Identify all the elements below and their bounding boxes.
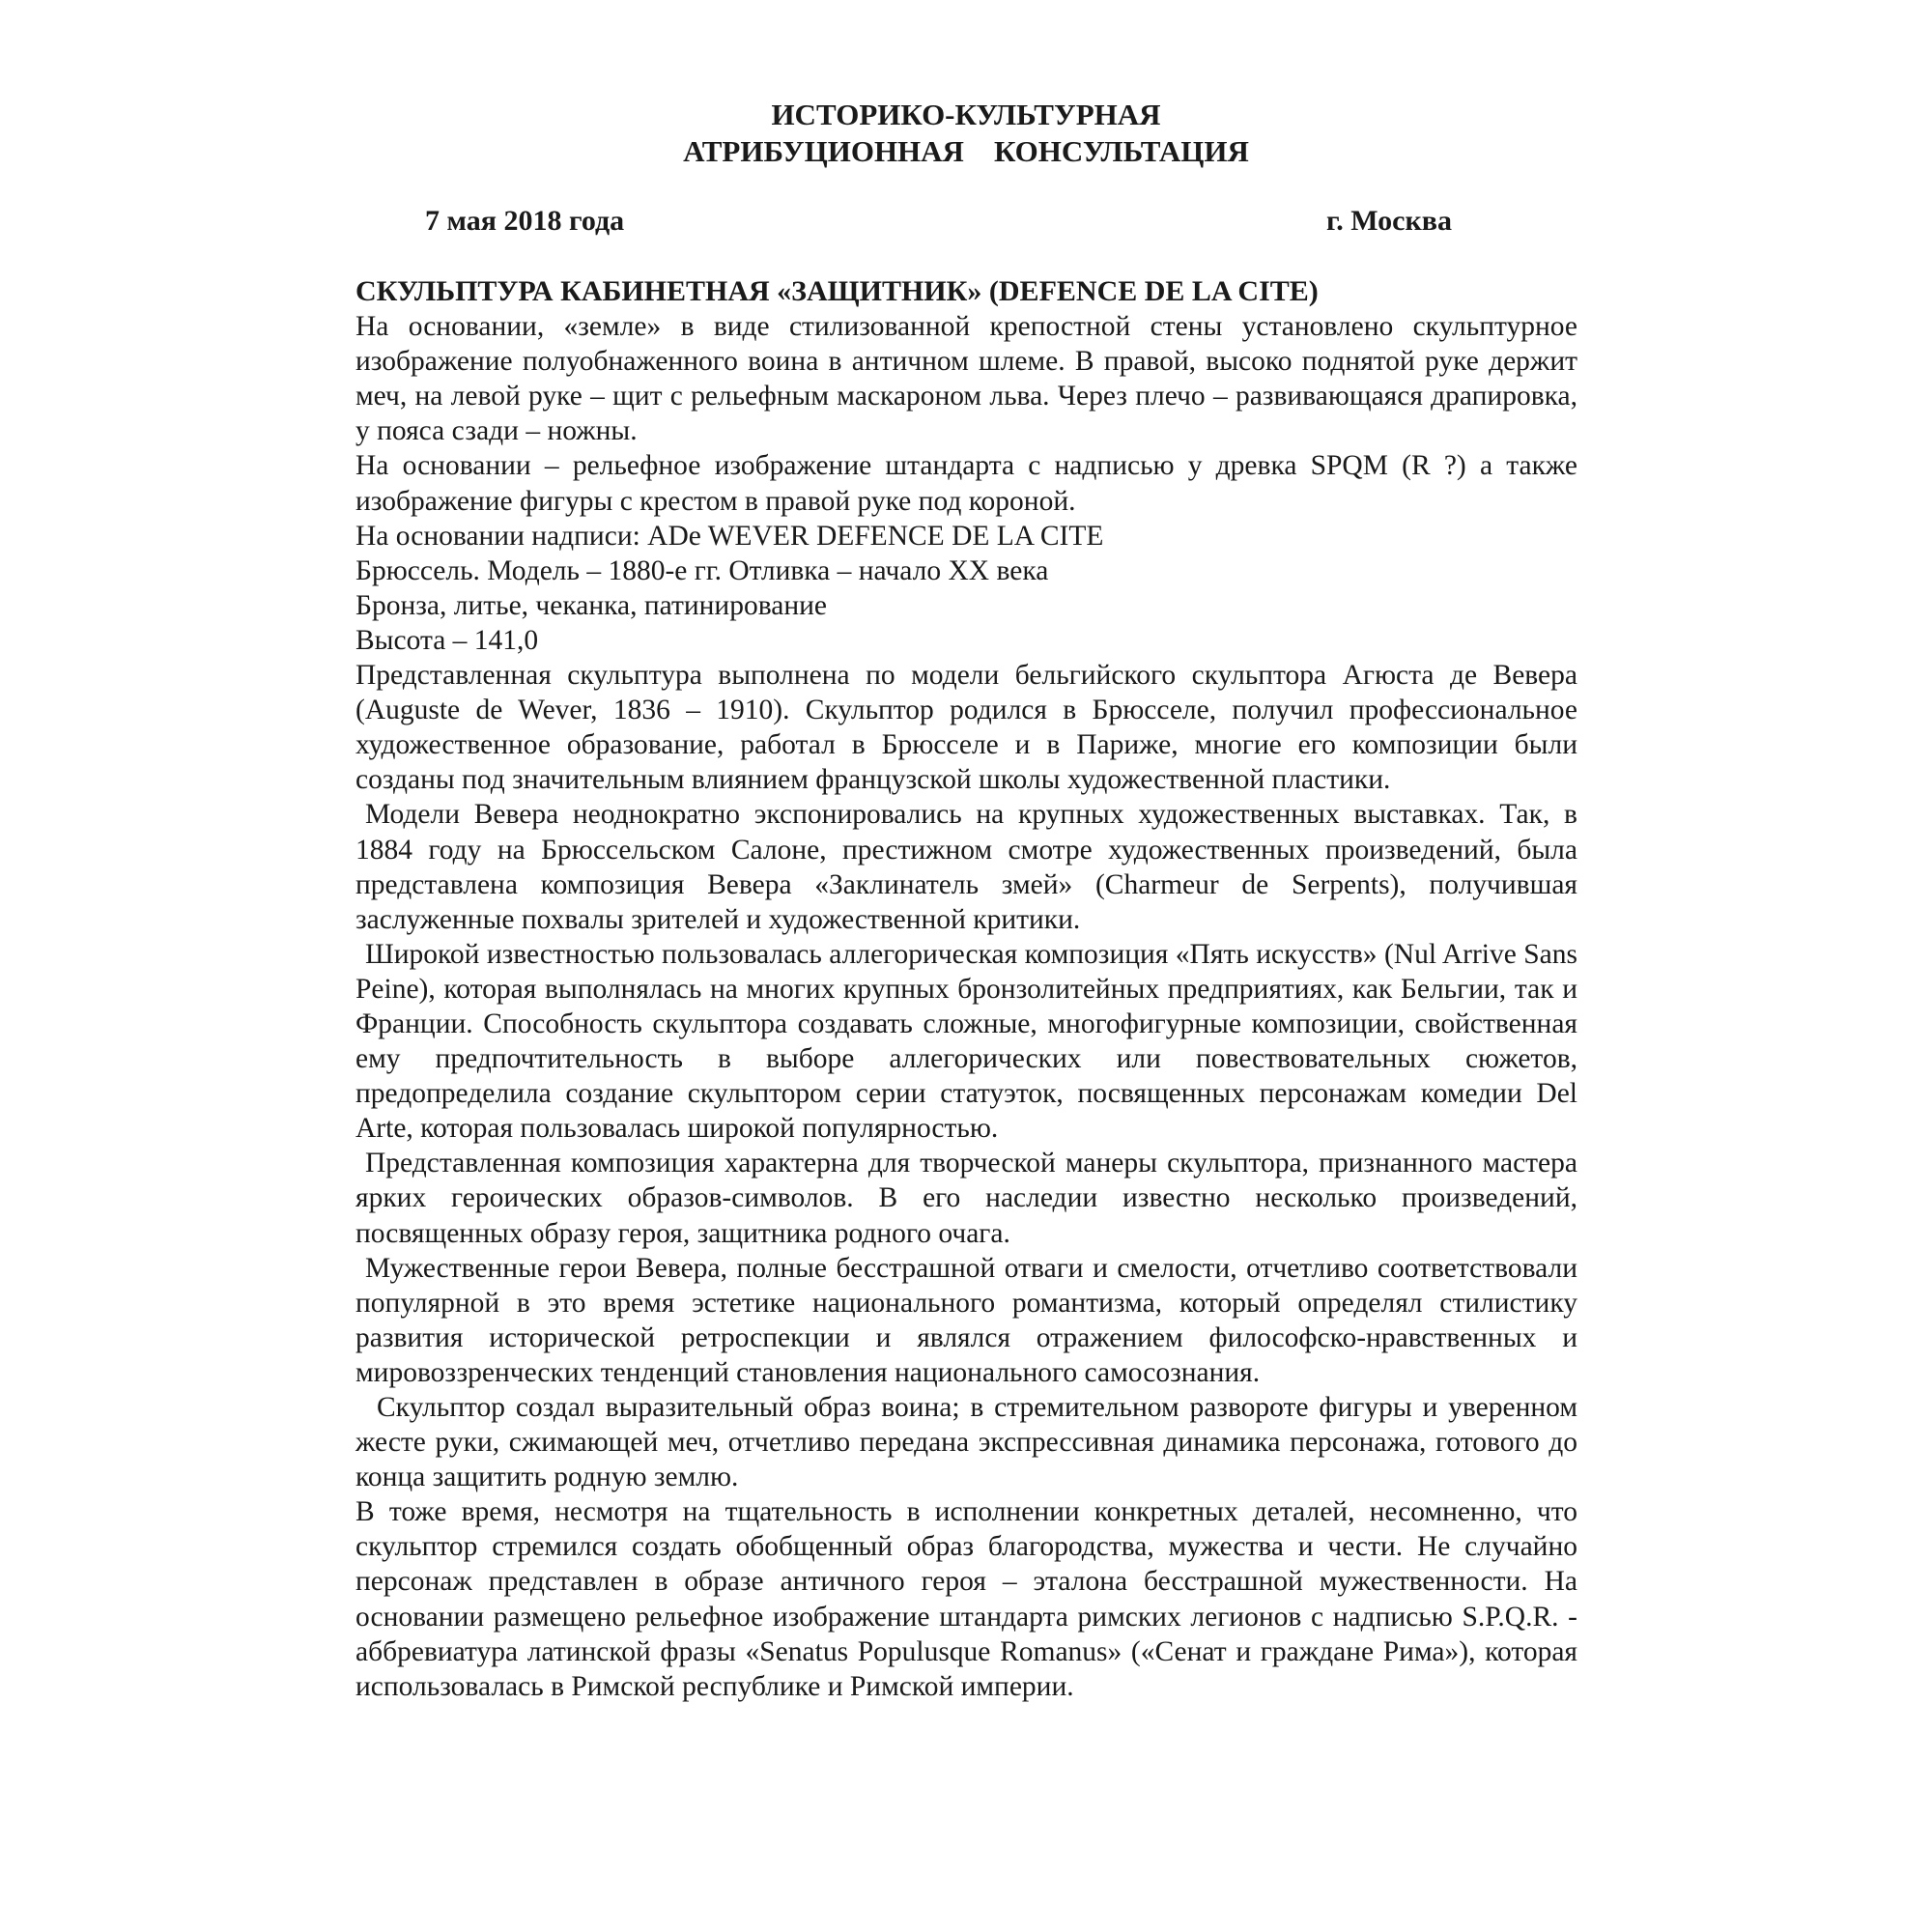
section-heading: СКУЛЬПТУРА КАБИНЕТНАЯ «ЗАЩИТНИК» (DEFENCE DE LA CITE): [355, 275, 1319, 307]
document-city: г. Москва: [1326, 205, 1452, 237]
paragraph-warrior-image: Скульптор создал выразительный образ воина; в стремительном развороте фигуры и уверенном жесте руки, сжимающей меч, отчетливо передана экспрессивная динамика персонажа, готового до конца защитить родную землю.: [355, 1392, 1577, 1493]
paragraph-description: На основании, «земле» в виде стилизованной крепостной стены установлено скульптурное изображение полуобнаженного воина в античном шлеме. В правой, высоко поднятой руке держит меч, на левой руке – щит с рельефным маскароном льва. Через плечо – развивающаяся драпировка, у пояса сзади – ножны.: [355, 311, 1577, 447]
title-line-1: ИСТОРИКО-КУЛЬТУРНАЯ: [771, 98, 1161, 131]
paragraph-exhibitions: Модели Вевера неоднократно экспонировались на крупных художественных выставках. Так, в 1884 году на Брюссельском Салоне, престижном смотре художественных произведений, была представлена композиция Вевера «Заклинатель змей» (Charmeur de Serpents), получившая заслуженные похвалы зрителей и художественной критики.: [355, 799, 1577, 935]
document-title: [0, 97, 1932, 170]
title-line-2: АТРИБУЦИОННАЯ КОНСУЛЬТАЦИЯ: [683, 134, 1249, 168]
paragraph-spqr: В тоже время, несмотря на тщательность в исполнении конкретных деталей, несомненно, что скульптор стремился создать обобщенный образ благородства, мужества и чести. Не случайно персонаж представлен в образе античного героя – эталона бесстрашной мужественности. На основании размещено рельефное изображение штандарта римских легионов с надписью S.P.Q.R. - аббревиатура латинской фразы «Senatus Populusque Romanus» («Сенат и граждане Рима»), которая использовалась в Римской республике и Римской империи.: [355, 1496, 1577, 1702]
document-body: [355, 274, 1577, 1704]
paragraph-origin: Брюссель. Модель – 1880-е гг. Отливка – начало XX века: [355, 554, 1049, 586]
paragraph-sculptor: Представленная скульптура выполнена по модели бельгийского скульптора Агюста де Вевера (Auguste de Wever, 1836 – 1910). Скульптор родился в Брюсселе, получил профессиональное художественное образование, работал в Брюсселе и в Париже, многие его композиции были созданы под значительным влиянием французской школы художественной пластики.: [355, 660, 1577, 796]
paragraph-base-relief: На основании – рельефное изображение штандарта с надписью у древка SPQM (R ?) а также изображение фигуры с крестом в правой руке под короной.: [355, 450, 1577, 517]
paragraph-height: Высота – 141,0: [355, 624, 539, 656]
paragraph-material: Бронза, литье, чеканка, патинирование: [355, 589, 828, 621]
document-date: 7 мая 2018 года: [425, 205, 625, 237]
paragraph-inscriptions: На основании надписи: ADe WEVER DEFENCE DE LA CITE: [355, 520, 1104, 552]
paragraph-composition: Представленная композиция характерна для творческой манеры скульптора, признанного мастера ярких героических образов-символов. В его наследии известно несколько произведений, посвященных образу героя, защитника родного очага.: [355, 1148, 1577, 1249]
paragraph-heroes: Мужественные герои Вевера, полные бесстрашной отваги и смелости, отчетливо соответствовали популярной в это время эстетике национального романтизма, который определял стилистику развития исторической ретроспекции и являлся отражением философско-нравственных и мировоззренческих тенденций становления национального самосознания.: [355, 1252, 1577, 1388]
paragraph-five-arts: Широкой известностью пользовалась аллегорическая композиция «Пять искусств» (Nul Arrive Sans Peine), которая выполнялась на многих крупных бронзолитейных предприятиях, как Бельгии, так и Франции. Способность скульптора создавать сложные, многофигурные композиции, свойственная ему предпочтительность в выборе аллегорических или повествовательных сюжетов, предопределила создание скульптором серии статуэток, посвященных персонажам комедии Del Arte, которая пользовалась широкой популярностью.: [355, 938, 1577, 1145]
